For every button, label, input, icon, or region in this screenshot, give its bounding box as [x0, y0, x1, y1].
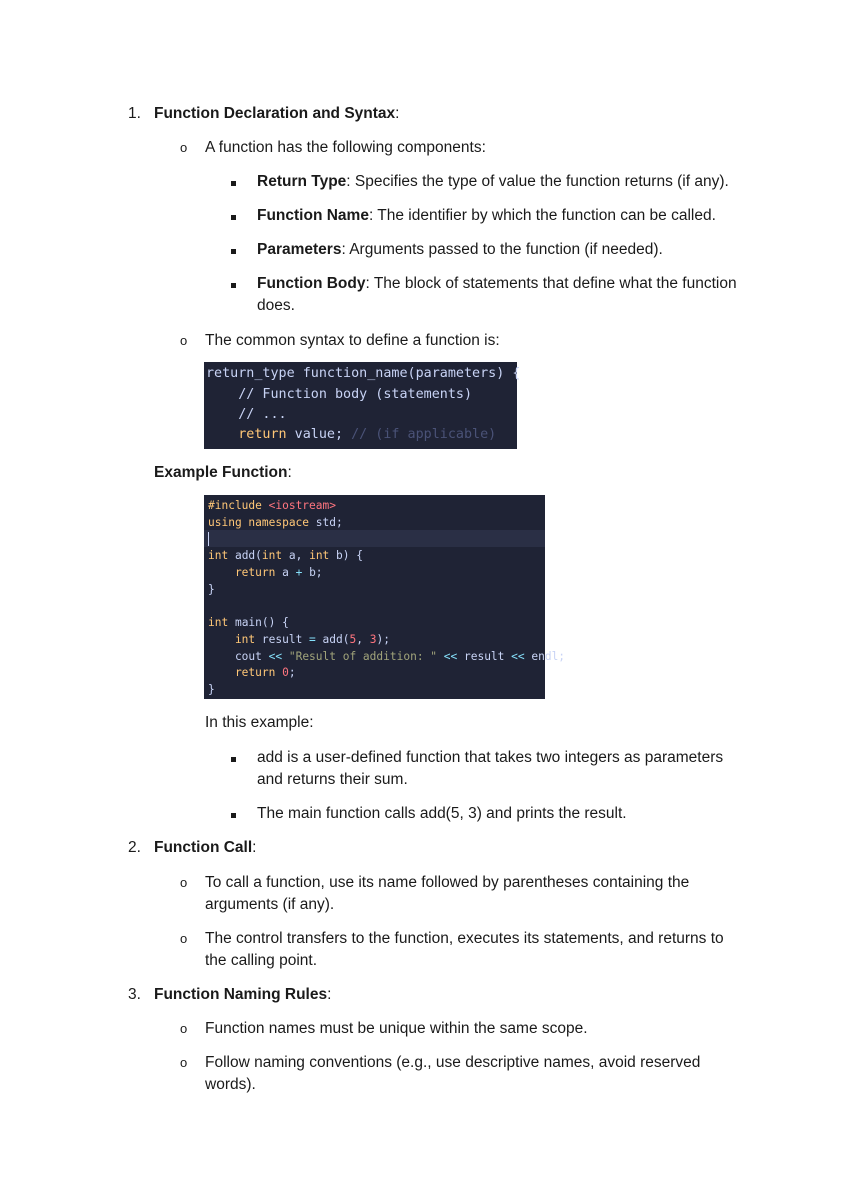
example-code-block	[204, 495, 566, 699]
component-function-name: Function Name: The identifier by which the function can be called.	[257, 207, 716, 224]
section-2-heading: Function Call:	[154, 839, 257, 856]
circle-bullet: o	[180, 140, 188, 155]
section-1-heading: Function Declaration and Syntax:	[154, 105, 400, 122]
example-point: add is a user-defined function that takes two integers as parameters	[257, 749, 724, 766]
component-return-type: Return Type: Specifies the type of value the function returns (if any).	[257, 173, 729, 190]
code-line: using namespace std;	[208, 516, 343, 529]
call-point: To call a function, use its name followed by parentheses containing the	[205, 874, 690, 891]
code-line: return_type function_name(parameters) {	[206, 366, 521, 381]
code-line: }	[208, 683, 215, 696]
component-function-body-cont: does.	[257, 297, 295, 314]
naming-point-cont: words).	[205, 1076, 256, 1093]
code-line: return value; // (if applicable)	[238, 427, 497, 442]
call-point-cont: arguments (if any).	[205, 896, 335, 913]
example-heading: Example Function:	[154, 464, 292, 481]
square-bullet	[231, 283, 236, 288]
code-line: }	[208, 583, 215, 596]
code-line: cout << "Result of addition: " << result << endl;	[208, 650, 566, 663]
square-bullet	[231, 757, 236, 762]
code-line: int add(int a, int b) {	[208, 549, 363, 562]
text-cursor	[208, 532, 209, 546]
code-line: // ...	[206, 407, 287, 422]
components-intro: A function has the following components:	[205, 139, 486, 156]
component-parameters: Parameters: Arguments passed to the function (if needed).	[257, 241, 663, 258]
naming-point: Follow naming conventions (e.g., use descriptive names, avoid reserved	[205, 1054, 701, 1071]
section-3-heading: Function Naming Rules:	[154, 986, 332, 1003]
circle-bullet: o	[180, 931, 188, 946]
circle-bullet: o	[180, 1055, 188, 1070]
code-line: // Function body (statements)	[206, 387, 473, 402]
syntax-intro: The common syntax to define a function is:	[205, 332, 500, 349]
naming-point: Function names must be unique within the same scope.	[205, 1020, 588, 1037]
square-bullet	[231, 249, 236, 254]
code-line: return a + b;	[208, 566, 323, 579]
circle-bullet: o	[180, 875, 188, 890]
example-point-cont: and returns their sum.	[257, 771, 408, 788]
code-line: return 0;	[208, 666, 296, 679]
circle-bullet: o	[180, 1021, 188, 1036]
square-bullet	[231, 181, 236, 186]
square-bullet	[231, 813, 236, 818]
section-3-number: 3.	[128, 986, 141, 1003]
section-2-number: 2.	[128, 839, 141, 856]
code-line: #include <iostream>	[208, 499, 336, 512]
component-function-body: Function Body: The block of statements that define what the function	[257, 275, 737, 292]
current-line-highlight	[204, 530, 545, 547]
circle-bullet: o	[180, 333, 188, 348]
call-point: The control transfers to the function, executes its statements, and returns to	[205, 930, 724, 947]
example-intro: In this example:	[205, 714, 314, 731]
code-line: int result = add(5, 3);	[208, 633, 390, 646]
section-1-number: 1.	[128, 105, 141, 122]
call-point-cont: the calling point.	[205, 952, 318, 969]
example-point: The main function calls add(5, 3) and prints the result.	[257, 805, 627, 822]
code-line: int main() {	[208, 616, 289, 629]
square-bullet	[231, 215, 236, 220]
syntax-code-block	[204, 362, 521, 449]
